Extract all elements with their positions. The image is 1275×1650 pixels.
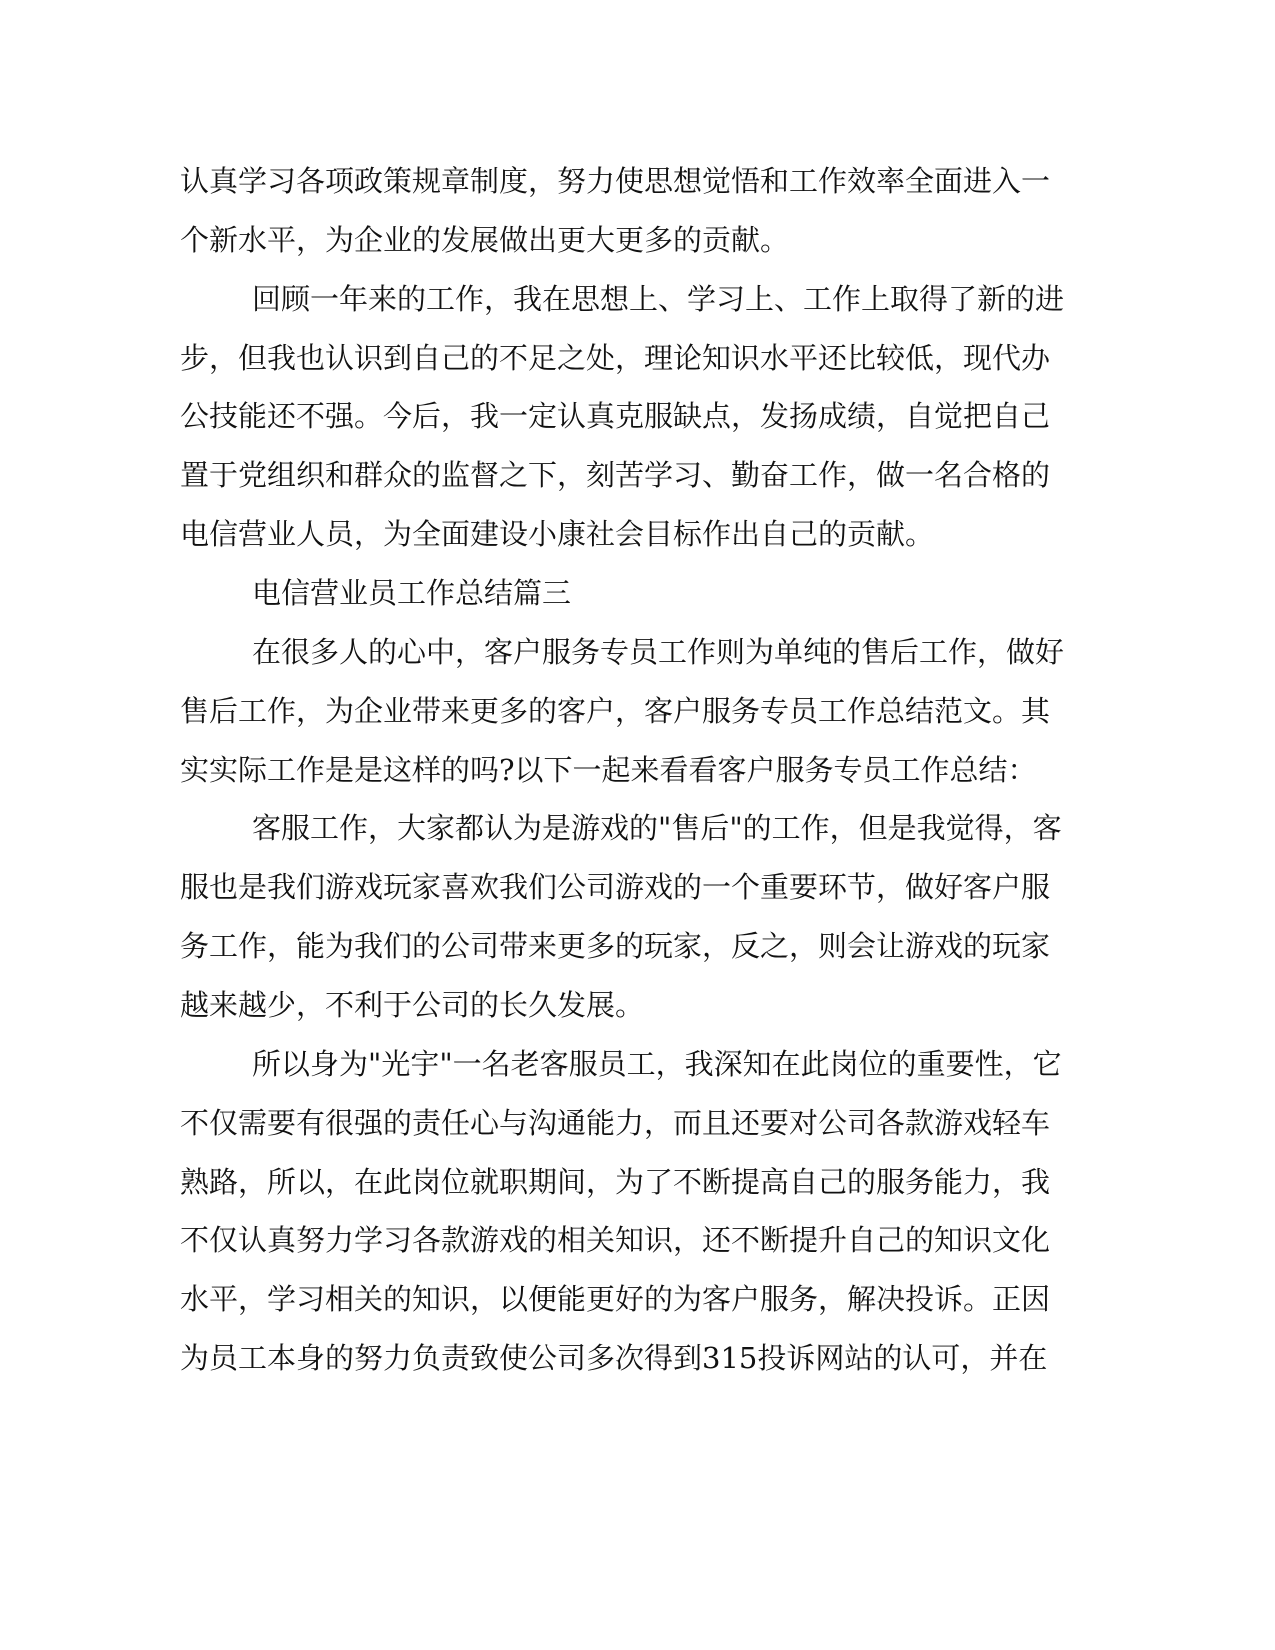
paragraph-start-line: 回顾一年来的工作，我在思想上、学习上、工作上取得了新的进 — [252, 282, 1065, 316]
text-line: 为员工本身的努力负责致使公司多次得到315投诉网站的认可，并在 — [180, 1341, 1048, 1375]
text-line: 不仅认真努力学习各款游戏的相关知识，还不断提升自己的知识文化 — [180, 1223, 1051, 1257]
section-heading: 电信营业员工作总结篇三 — [252, 576, 572, 610]
text-line: 水平，学习相关的知识，以便能更好的为客户服务，解决投诉。正因 — [180, 1282, 1051, 1316]
text-line: 公技能还不强。今后，我一定认真克服缺点，发扬成绩，自觉把自己 — [180, 399, 1051, 433]
text-line: 越来越少，不利于公司的长久发展。 — [180, 988, 645, 1022]
text-line: 售后工作，为企业带来更多的客户，客户服务专员工作总结范文。其 — [180, 694, 1051, 728]
paragraph-start-line: 所以身为"光宇"一名老客服员工，我深知在此岗位的重要性，它 — [252, 1047, 1062, 1081]
text-line: 电信营业人员，为全面建设小康社会目标作出自己的贡献。 — [180, 517, 935, 551]
text-line: 实实际工作是是这样的吗?以下一起来看看客户服务专员工作总结： — [180, 753, 1037, 787]
text-line: 不仅需要有很强的责任心与沟通能力，而且还要对公司各款游戏轻车 — [180, 1106, 1051, 1140]
text-line: 步，但我也认识到自己的不足之处，理论知识水平还比较低，现代办 — [180, 341, 1051, 375]
text-line: 置于党组织和群众的监督之下，刻苦学习、勤奋工作，做一名合格的 — [180, 458, 1051, 492]
paragraph-start-line: 客服工作，大家都认为是游戏的"售后"的工作，但是我觉得，客 — [252, 811, 1062, 845]
paragraph-start-line: 在很多人的心中，客户服务专员工作则为单纯的售后工作，做好 — [252, 635, 1065, 669]
text-line: 认真学习各项政策规章制度，努力使思想觉悟和工作效率全面进入一 — [180, 164, 1051, 198]
text-line: 熟路，所以，在此岗位就职期间，为了不断提高自己的服务能力，我 — [180, 1165, 1051, 1199]
text-line: 务工作，能为我们的公司带来更多的玩家，反之，则会让游戏的玩家 — [180, 929, 1051, 963]
text-line: 服也是我们游戏玩家喜欢我们公司游戏的一个重要环节，做好客户服 — [180, 870, 1051, 904]
text-line: 个新水平，为企业的发展做出更大更多的贡献。 — [180, 223, 790, 257]
